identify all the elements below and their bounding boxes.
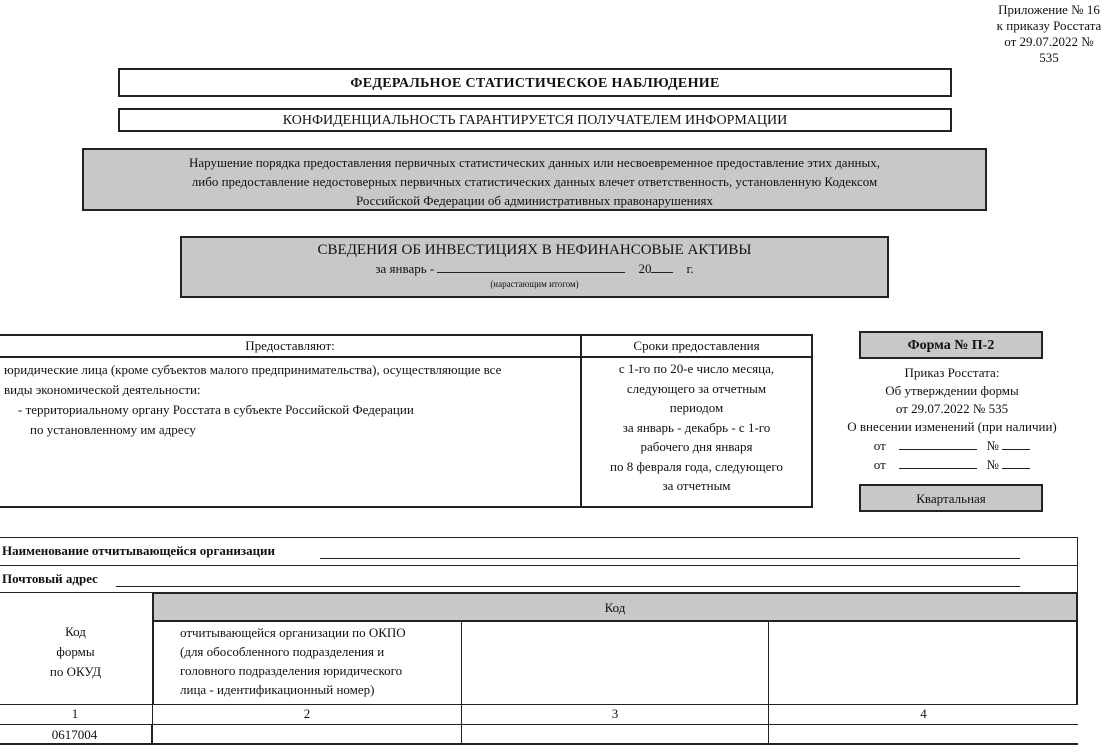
year-field[interactable] — [651, 259, 673, 273]
report-title-box — [180, 236, 889, 298]
appendix-line: от 29.07.2022 № — [1004, 34, 1094, 49]
submitters-line: юридические лица (кроме субъектов малого предпринимательства), осуществляющие все — [4, 362, 502, 377]
warning-line: либо предоставление недостоверных первичных статистических данных влечет ответственность, установленную Кодексом — [191, 174, 878, 189]
deadline-line: с 1-го по 20-е число месяца, — [618, 361, 775, 376]
deadline-line: за отчетным — [662, 478, 731, 493]
col-num: 3 — [462, 704, 769, 724]
month-field[interactable] — [437, 259, 625, 273]
appendix-line: Приложение № 16 — [998, 2, 1100, 17]
okpo-label: отчитывающейся организации по ОКПО — [180, 625, 406, 640]
organization-box — [0, 537, 1078, 593]
warning-line: Нарушение порядка предоставления первичных статистических данных или несвоевременное предоставление этих данных, — [189, 155, 880, 170]
okud-label: Код — [65, 624, 86, 639]
period-prefix: за январь - — [375, 261, 435, 276]
col-num: 1 — [0, 704, 153, 724]
submitters-header: Предоставляют: — [0, 335, 581, 357]
order-approve: Об утверждении формы — [885, 383, 1019, 398]
frequency-label: Квартальная — [859, 484, 1043, 512]
change-date-field[interactable] — [899, 436, 977, 450]
submitters-line: виды экономической деятельности: — [4, 382, 201, 397]
submitters-table — [0, 334, 813, 508]
warning-line: Российской Федерации об административных правонарушениях — [355, 193, 714, 208]
change-no-label: № — [986, 438, 999, 453]
order-date: от 29.07.2022 № 535 — [895, 401, 1009, 416]
change-row — [830, 436, 1074, 455]
col-num: 2 — [153, 704, 462, 724]
code-col4-header — [769, 622, 1078, 704]
order-title: Приказ Росстата: — [904, 365, 1000, 380]
org-name-label: Наименование отчитывающейся организации — [2, 543, 276, 558]
legal-warning — [82, 148, 987, 211]
code-col3-header — [462, 622, 769, 704]
col-num: 4 — [920, 706, 927, 721]
deadline-line: за январь - декабрь - с 1-го — [622, 419, 771, 435]
report-period — [182, 259, 887, 278]
order-info — [830, 364, 1074, 474]
change-number-field[interactable] — [1002, 436, 1030, 450]
appendix-line: 535 — [1039, 50, 1059, 65]
codes-table — [0, 592, 1078, 745]
submitters-line: по установленному им адресу — [30, 422, 196, 437]
okpo-value-field[interactable] — [153, 724, 462, 745]
deadlines-cell — [581, 357, 812, 507]
okpo-label: (для обособленного подразделения и — [180, 644, 385, 659]
order-changes: О внесении изменений (при наличии) — [847, 419, 1057, 434]
change-ot-label: от — [873, 457, 886, 472]
appendix-note — [984, 2, 1114, 66]
org-name-field[interactable] — [320, 558, 1020, 559]
confidentiality-title: КОНФИДЕНЦИАЛЬНОСТЬ ГАРАНТИРУЕТСЯ ПОЛУЧАТЕЛЕМ ИНФОРМАЦИИ — [118, 108, 952, 132]
submitters-cell — [0, 357, 581, 507]
deadline-line: рабочего дня января — [640, 439, 753, 454]
okud-value: 0617004 — [0, 724, 153, 745]
okud-label: формы — [56, 644, 95, 659]
deadline-line: следующего за отчетным — [626, 380, 767, 396]
okpo-label-cell — [152, 622, 462, 704]
year-suffix: г. — [686, 261, 694, 276]
change-row — [830, 455, 1074, 474]
okpo-label: лица - идентификационный номер) — [180, 682, 375, 697]
change-ot-label: от — [873, 438, 886, 453]
change-number-field[interactable] — [1002, 455, 1030, 469]
appendix-line: к приказу Росстата — [996, 18, 1102, 33]
year-prefix: 20 — [638, 261, 652, 276]
deadlines-header: Сроки предоставления — [581, 335, 812, 357]
report-title: СВЕДЕНИЯ ОБ ИНВЕСТИЦИЯХ В НЕФИНАНСОВЫЕ АКТИВЫ — [317, 242, 752, 258]
okud-label: по ОКУД — [49, 664, 102, 679]
form-number-label: Форма № П-2 — [859, 331, 1043, 359]
code-col3-field[interactable] — [462, 724, 769, 745]
divider — [0, 565, 1078, 566]
change-date-field[interactable] — [899, 455, 977, 469]
federal-observation-title: ФЕДЕРАЛЬНОЕ СТАТИСТИЧЕСКОЕ НАБЛЮДЕНИЕ — [118, 68, 952, 97]
code-col4-field[interactable] — [769, 724, 1078, 745]
deadline-line: периодом — [669, 400, 724, 415]
okpo-label: головного подразделения юридического — [180, 663, 403, 678]
okud-label-cell — [0, 592, 154, 704]
cumulative-note: (нарастающим итогом) — [490, 279, 579, 289]
submitters-line: - территориальному органу Росстата в субъекте Российской Федерации — [18, 402, 414, 417]
postal-address-field[interactable] — [116, 586, 1020, 587]
deadline-line: по 8 февраля года, следующего — [610, 458, 783, 474]
postal-address-label: Почтовый адрес — [2, 571, 98, 586]
change-no-label: № — [986, 457, 999, 472]
kod-header: Код — [152, 592, 1078, 622]
